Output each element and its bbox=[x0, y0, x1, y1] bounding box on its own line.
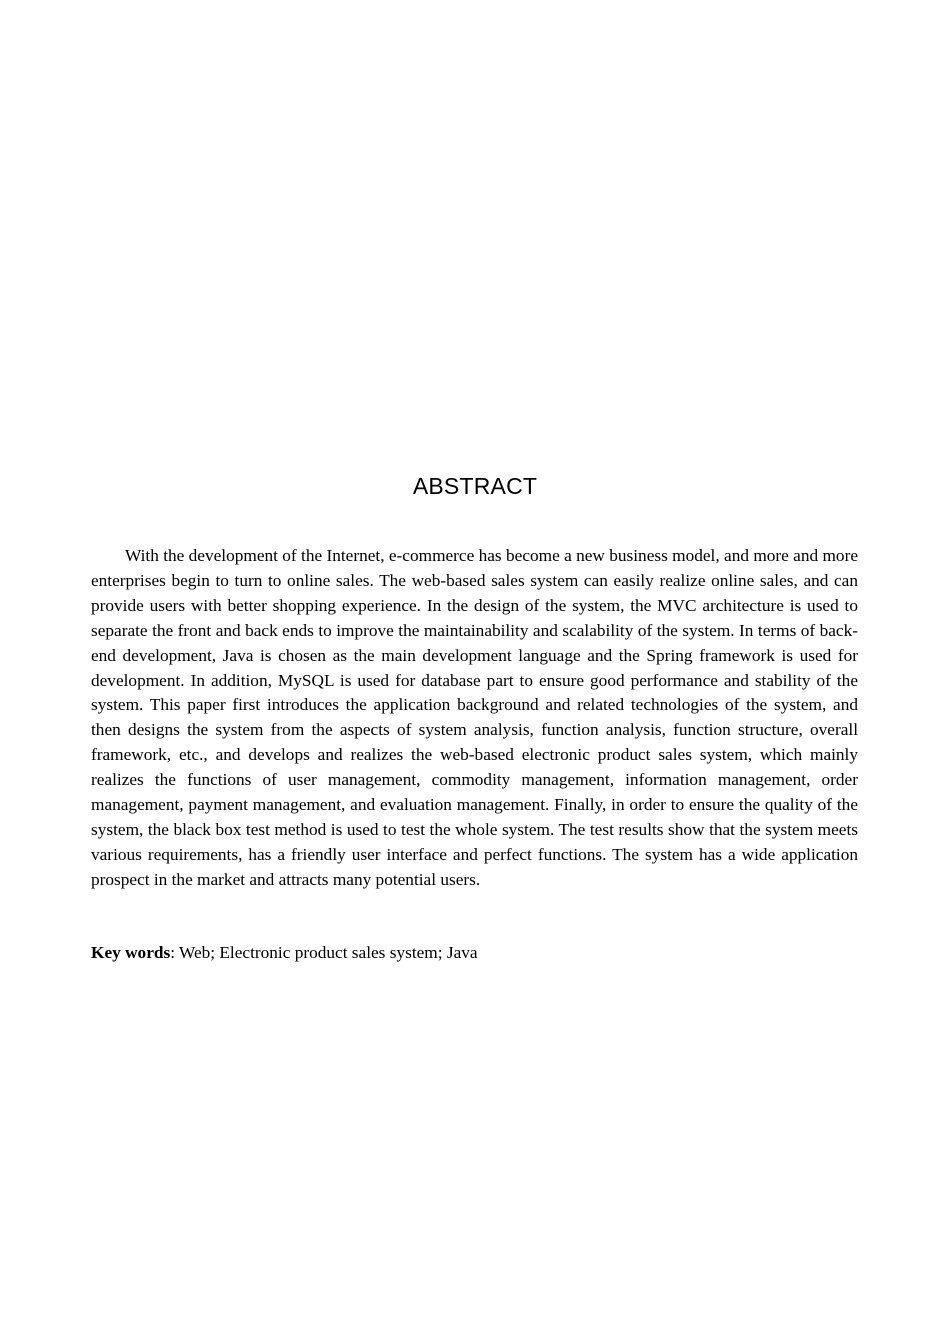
keywords-label: Key words bbox=[91, 943, 171, 962]
keywords-line bbox=[91, 941, 858, 966]
abstract-body: With the development of the Internet, e-commerce has become a new business model, and more and more enterprises begin to turn to online sales. The web-based sales system can easily realize online sales, and can provide users with better shopping experience. In the design of the system, the MVC architecture is used to separate the front and back ends to improve the maintainability and scalability of the system. In terms of back-end development, Java is chosen as the main development language and the Spring framework is used for development. In addition, MySQL is used for database part to ensure good performance and stability of the system. This paper first introduces the application background and related technologies of the system, and then designs the system from the aspects of system analysis, function analysis, function structure, overall framework, etc., and develops and realizes the web-based electronic product sales system, which mainly realizes the functions of user management, commodity management, information management, order management, payment management, and evaluation management. Finally, in order to ensure the quality of the system, the black box test method is used to test the whole system. The test results show that the system meets various requirements, has a friendly user interface and perfect functions. The system has a wide application prospect in the market and attracts many potential users. bbox=[91, 546, 858, 889]
keywords-text: Web; Electronic product sales system; Java bbox=[179, 943, 478, 962]
abstract-title: ABSTRACT bbox=[412, 473, 538, 499]
keywords-separator: : bbox=[170, 943, 180, 962]
